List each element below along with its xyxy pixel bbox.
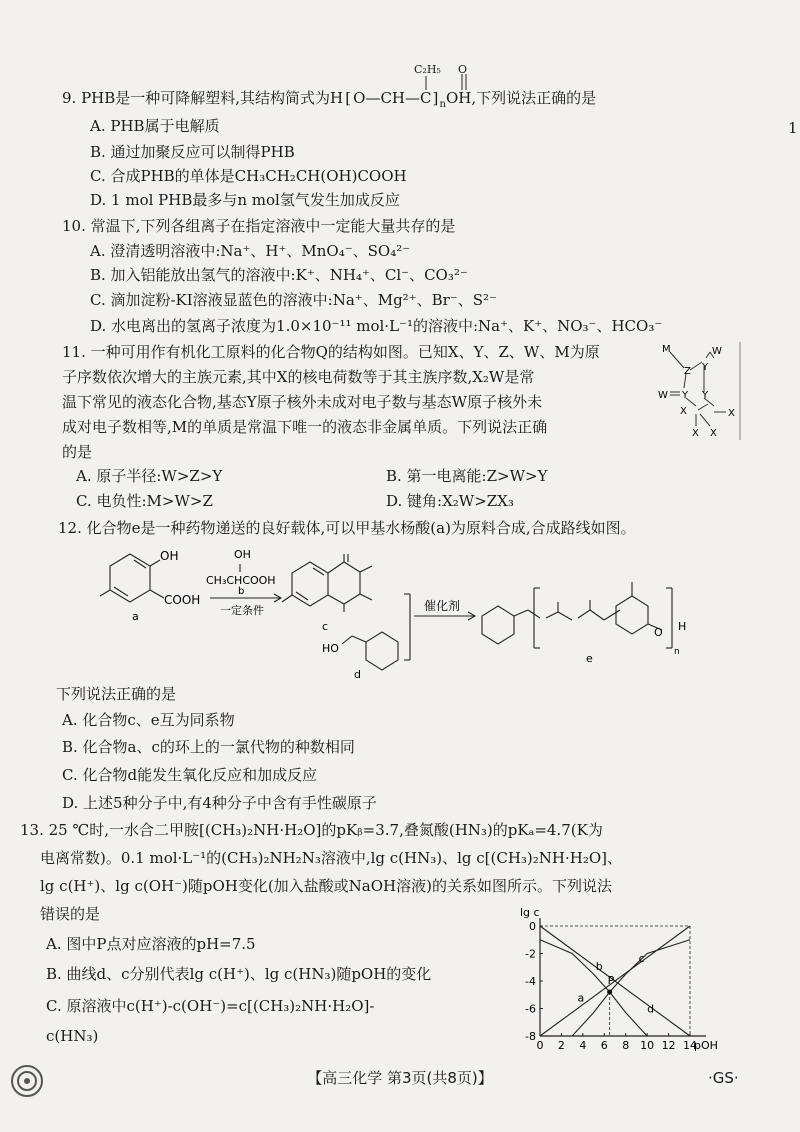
q11-atom-y2: Y bbox=[682, 390, 689, 401]
q12-option-a: A. 化合物c、e互为同系物 bbox=[62, 711, 235, 729]
chart-series-b bbox=[540, 940, 647, 1036]
q12-stem: 12. 化合物e是一种药物递送的良好载体,可以甲基水杨酸(a)为原料合成,合成路线如图。 bbox=[58, 519, 636, 537]
q12-c-label: c bbox=[322, 620, 329, 633]
chart-y-tick-label: -2 bbox=[525, 947, 536, 961]
q12-e-o: O bbox=[654, 626, 663, 639]
chart-x-tick-label: 12 bbox=[661, 1039, 676, 1052]
q9-stem: 9. PHB是一种可降解塑料,其结构简式为H [ $O—CH—C]_nOH$,下列说法正确的是 bbox=[62, 89, 597, 110]
chart-x-tick-label: 6 bbox=[600, 1039, 608, 1052]
q9-option-a: A. PHB属于电解质 bbox=[90, 117, 220, 135]
q9-option-d: D. 1 mol PHB最多与n mol氢气发生加成反应 bbox=[90, 191, 400, 209]
q12-e-h: H bbox=[678, 620, 687, 633]
q12-a-cooh: COOH bbox=[164, 593, 201, 607]
chart-series-label-d: d bbox=[647, 1002, 655, 1016]
chart-x-tick-label: 2 bbox=[557, 1039, 565, 1052]
chart-x-tick-label: 8 bbox=[622, 1039, 630, 1052]
chart-y-tick-label: -6 bbox=[525, 1002, 536, 1016]
q13-line-1: 13. 25 ℃时,一水合二甲胺[(CH₃)₂NH·H₂O]的pKᵦ=3.7,叠氮酸(HN₃)的pKₐ=4.7(K为 bbox=[20, 821, 603, 839]
q12-d-label: d bbox=[354, 668, 361, 680]
q13-option-b: B. 曲线d、c分别代表lg c(H⁺)、lg c(HN₃)随pOH的变化 bbox=[46, 965, 432, 983]
q12-option-d: D. 上述5种分子中,有4种分子中含有手性碳原子 bbox=[62, 794, 377, 812]
q13-line-2: 电离常数)。0.1 mol·L⁻¹的(CH₃)₂NH₂N₃溶液中,lg c(HN₃)、lg c[(CH₃)₂NH·H₂O]、 bbox=[40, 849, 623, 867]
q9-formula-bonds bbox=[0, 0, 800, 120]
q11-line-3: 温下常见的液态化合物,基态Y原子核外未成对电子数与基态W原子核外未 bbox=[62, 393, 543, 411]
chart-series-c bbox=[572, 940, 690, 1036]
q10-option-d: D. 水电离出的氢离子浓度为1.0×10⁻¹¹ mol·L⁻¹的溶液中:Na⁺、K⁺、NO₃⁻、HCO₃⁻ bbox=[90, 317, 663, 335]
q12-synthesis-scheme bbox=[0, 540, 800, 680]
chart-x-tick-label: 0 bbox=[536, 1039, 544, 1052]
footer-code: ·GS· bbox=[708, 1069, 739, 1087]
footer-page-info: 【高三化学 第3页(共8页)】 bbox=[307, 1069, 493, 1087]
q12-condition: 一定条件 bbox=[220, 604, 264, 617]
chart-x-tick-label: 14 bbox=[683, 1039, 697, 1052]
q13-line-4: 错误的是 bbox=[40, 905, 101, 923]
q9-formula-mid: O—CH—C bbox=[353, 89, 432, 107]
chart-point-p-label: P bbox=[607, 974, 615, 987]
q11-option-a: A. 原子半径:W>Z>Y bbox=[76, 467, 223, 485]
chart-point-p bbox=[607, 990, 612, 995]
q11-atom-z: Z bbox=[684, 366, 691, 377]
q10-option-c: C. 滴加淀粉-KI溶液显蓝色的溶液中:Na⁺、Mg²⁺、Br⁻、S²⁻ bbox=[90, 291, 497, 309]
margin-mark: 1 bbox=[788, 119, 798, 137]
q11-line-4: 成对电子数相等,M的单质是常温下唯一的液态非金属单质。下列说法正确 bbox=[62, 418, 548, 436]
chart-y-tick-label: -8 bbox=[525, 1030, 536, 1043]
q11-atom-x3: X bbox=[710, 428, 717, 439]
q11-option-c: C. 电负性:M>W>Z bbox=[76, 492, 213, 510]
chart-y-axis-label: lg c bbox=[520, 906, 540, 919]
chart-y-tick-label: -4 bbox=[525, 975, 536, 988]
chart-series-label-c: c bbox=[638, 951, 645, 965]
q11-option-b: B. 第一电离能:Z>W>Y bbox=[386, 467, 548, 485]
chart-x-tick-label: 10 bbox=[640, 1039, 655, 1052]
q12-b-formula: CH₃CHCOOH bbox=[206, 574, 276, 587]
q13-option-c-cont: c(HN₃) bbox=[46, 1027, 99, 1045]
q9-n: n bbox=[439, 99, 446, 110]
q13-option-c: C. 原溶液中c(H⁺)-c(OH⁻)=c[(CH₃)₂NH·H₂O]- bbox=[46, 997, 375, 1015]
q13-line-3: lg c(H⁺)、lg c(OH⁻)随pOH变化(加入盐酸或NaOH溶液)的关系如图所示。下列说法 bbox=[40, 877, 612, 895]
q9-tail: OH,下列说法正确的是 bbox=[445, 89, 597, 107]
q10-option-b: B. 加入铝能放出氢气的溶液中:K⁺、NH₄⁺、Cl⁻、CO₃²⁻ bbox=[90, 266, 468, 284]
q11-atom-m: M bbox=[662, 344, 671, 355]
q12-d-ho: HO bbox=[322, 642, 339, 655]
chart-series-label-a: a bbox=[577, 991, 585, 1005]
q10-option-a: A. 澄清透明溶液中:Na⁺、H⁺、MnO₄⁻、SO₄²⁻ bbox=[90, 242, 411, 260]
q11-option-d: D. 键角:X₂W>ZX₃ bbox=[386, 492, 514, 510]
chart-series-label-b: b bbox=[595, 960, 603, 973]
q9-option-c: C. 合成PHB的单体是CH₃CH₂CH(OH)COOH bbox=[90, 167, 407, 185]
q11-atom-x1: X bbox=[680, 406, 687, 417]
q9-o-top: O bbox=[458, 63, 468, 76]
q9-stem-before: 9. PHB是一种可降解塑料,其结构简式为H bbox=[62, 89, 344, 107]
chart-x-tick-label: 4 bbox=[579, 1039, 587, 1052]
q12-a-oh: OH bbox=[160, 549, 179, 563]
q11-atom-x4: X bbox=[728, 408, 735, 419]
q11-line-1: 11. 一种可用作有机化工原料的化合物Q的结构如图。已知X、Y、Z、W、M为原 bbox=[62, 343, 600, 361]
q12-b-label: b bbox=[238, 586, 245, 597]
q12-a-label: a bbox=[132, 610, 139, 623]
q11-atom-x2: X bbox=[692, 428, 699, 439]
q11-line-2: 子序数依次增大的主族元素,其中X的核电荷数等于其主族序数,X₂W是常 bbox=[62, 368, 535, 386]
q11-line-5: 的是 bbox=[62, 443, 93, 461]
q11-structure-diagram bbox=[640, 340, 760, 450]
q12-b-oh: OH bbox=[234, 548, 251, 561]
chart-x-axis-label: pOH bbox=[694, 1039, 718, 1052]
q12-e-label: e bbox=[586, 652, 593, 665]
q12-option-b: B. 化合物a、c的环上的一氯代物的种数相同 bbox=[62, 738, 355, 756]
q9-option-b: B. 通过加聚反应可以制得PHB bbox=[90, 143, 295, 161]
q12-prompt: 下列说法正确的是 bbox=[56, 685, 177, 703]
q11-atom-y1: Y bbox=[702, 362, 709, 373]
chart-y-tick-label: 0 bbox=[529, 920, 536, 933]
q11-atom-w2: W bbox=[658, 390, 668, 401]
q13-option-a: A. 图中P点对应溶液的pH=7.5 bbox=[46, 935, 256, 953]
q10-stem: 10. 常温下,下列各组离子在指定溶液中一定能大量共存的是 bbox=[62, 217, 456, 235]
q12-catalyst: 催化剂 bbox=[424, 599, 461, 613]
q13-chart bbox=[500, 906, 750, 1056]
q12-option-c: C. 化合物d能发生氧化反应和加成反应 bbox=[62, 766, 318, 784]
q11-atom-w1: W bbox=[712, 346, 722, 357]
q12-e-n: n bbox=[674, 647, 680, 657]
q11-atom-y3: Y bbox=[702, 390, 709, 401]
q9-c2h5: C₂H₅ bbox=[414, 63, 441, 76]
